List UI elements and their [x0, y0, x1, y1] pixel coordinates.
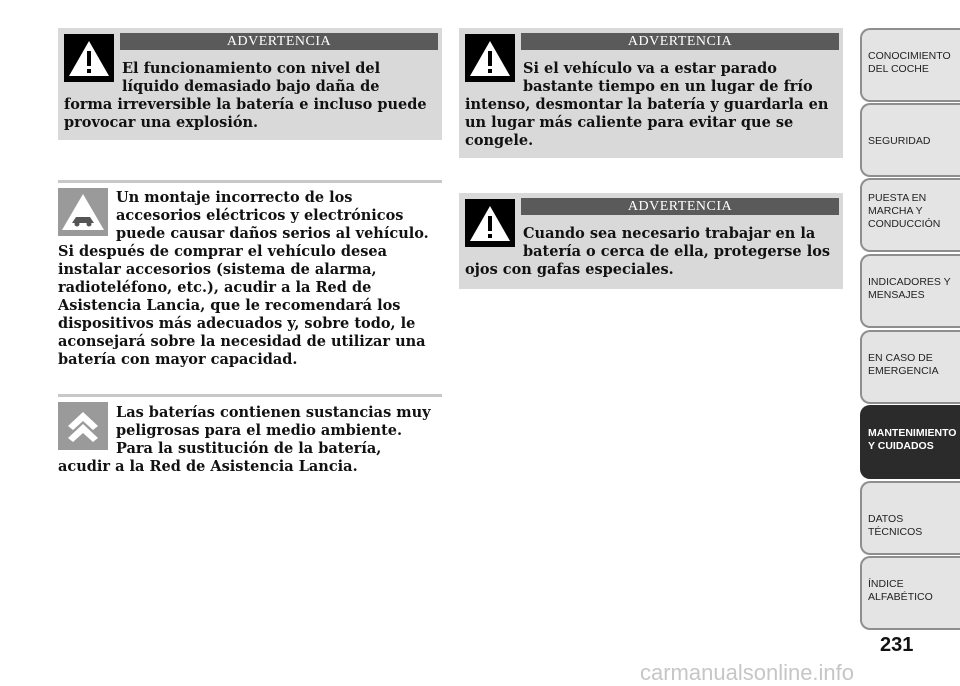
- tab-puesta-en-marcha[interactable]: PUESTA EN MARCHA Y CONDUCCIÓN: [860, 178, 960, 252]
- warning-heading: ADVERTENCIA: [521, 198, 839, 215]
- page-number: 231: [880, 634, 914, 656]
- tab-datos-tecnicos[interactable]: DATOS TÉCNICOS: [860, 481, 960, 555]
- note-text-accessories: Un montaje incorrecto de los accesorios eléctricos y electrónicos puede causar daños serios al vehículo. Si después de comprar el vehículo desea instalar accesorios (sistema de alarma, radioteléfono, etc.), acudir a la Red de Asistencia Lancia, que le recomendará los dispositivos más adecuados y, sobre todo, le aconsejará sobre la necesidad de utilizar una batería con mayor capacidad.: [58, 189, 429, 368]
- divider: [58, 180, 442, 183]
- warning-heading: ADVERTENCIA: [521, 33, 839, 50]
- warning-text: Si el vehículo va a estar parado bastante tiempo en un lugar de frío intenso, desmontar la batería y guardarla en un lugar más caliente para evitar que se congele.: [465, 60, 829, 149]
- warning-heading: ADVERTENCIA: [120, 33, 438, 50]
- warning-box-battery-level: [58, 28, 442, 140]
- note-text-environment: Las baterías contienen sustancias muy peligrosas para el medio ambiente. Para la sustitución de la batería, acudir a la Red de Asistencia Lancia.: [58, 404, 431, 475]
- tab-conocimiento-del-coche[interactable]: CONOCIMIENTO DEL COCHE: [860, 28, 960, 102]
- tab-mantenimiento-y-cuidados[interactable]: MANTENIMIENTO Y CUIDADOS: [860, 405, 960, 479]
- tab-indice-alfabetico[interactable]: ÍNDICE ALFABÉTICO: [860, 556, 960, 630]
- divider: [58, 394, 442, 397]
- warning-text: Cuando sea necesario trabajar en la batería o cerca de ella, protegerse los ojos con gafas especiales.: [465, 225, 831, 278]
- warning-box-eye-protection: [459, 193, 843, 289]
- tab-indicadores-y-mensajes[interactable]: INDICADORES Y MENSAJES: [860, 254, 960, 328]
- warning-box-storage: [459, 28, 843, 158]
- warning-text: El funcionamiento con nivel del líquido demasiado bajo daña de forma irreversible la batería e incluso puede provocar una explosión.: [64, 60, 427, 131]
- tab-seguridad[interactable]: SEGURIDAD: [860, 103, 960, 177]
- watermark: carmanualsonline.info: [640, 660, 855, 685]
- tab-en-caso-de-emergencia[interactable]: EN CASO DE EMERGENCIA: [860, 330, 960, 404]
